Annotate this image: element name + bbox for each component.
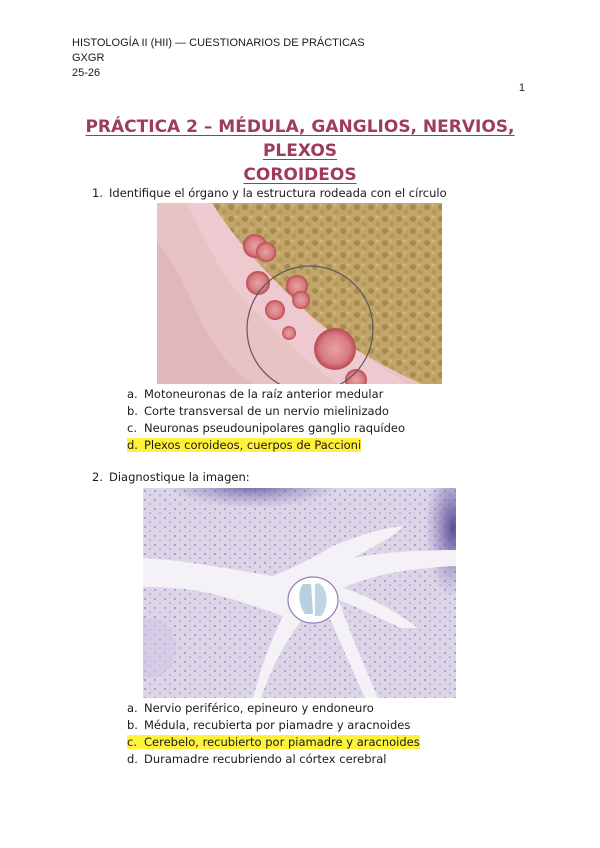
highlighted-answer: c. Cerebelo, recubierto por piamadre y aracnoides — [127, 735, 420, 749]
question-1-option-b[interactable]: b. Corte transversal de un nervio mielinizado — [127, 404, 389, 418]
question-2-option-b[interactable]: b. Médula, recubierta por piamadre y aracnoides — [127, 718, 411, 732]
question-1-option-c[interactable]: c. Neuronas pseudounipolares ganglio raquídeo — [127, 421, 405, 435]
page-title-line-2: COROIDEOS — [243, 165, 357, 185]
question-1 — [92, 186, 447, 200]
question-2-option-a[interactable]: a. Nervio periférico, epineuro y endoneuro — [127, 701, 374, 715]
question-1-option-d[interactable] — [127, 437, 405, 454]
question-2-options — [127, 700, 420, 768]
question-1-text: Identifique el órgano y la estructura rodeada con el círculo — [109, 186, 447, 200]
histology-image-2 — [143, 488, 456, 698]
question-2 — [92, 470, 250, 484]
question-2-text: Diagnostique la imagen: — [109, 470, 250, 484]
highlighted-answer: d. Plexos coroideos, cuerpos de Paccioni — [127, 438, 362, 452]
question-1-options — [127, 386, 405, 454]
page-title — [60, 115, 540, 187]
page-title-line-1: PRÁCTICA 2 – MÉDULA, GANGLIOS, NERVIOS, PLEXOS — [85, 117, 515, 161]
question-2-number: 2. — [92, 470, 103, 484]
histology-image-1 — [157, 203, 442, 384]
question-2-option-c[interactable] — [127, 734, 420, 751]
question-1-option-a[interactable]: a. Motoneuronas de la raíz anterior medular — [127, 387, 384, 401]
histology-image-2-graphic — [143, 488, 456, 698]
question-1-number: 1. — [92, 186, 103, 200]
document-header-group: GXGR — [72, 52, 105, 64]
question-2-option-d[interactable]: d. Duramadre recubriendo al córtex cerebral — [127, 752, 387, 766]
document-header-year: 25-26 — [72, 67, 101, 79]
page-number: 1 — [518, 82, 525, 94]
histology-image-1-graphic — [157, 203, 442, 384]
document-header-course: HISTOLOGÍA II (HII) — CUESTIONARIOS DE PRÁCTICAS — [72, 37, 365, 49]
